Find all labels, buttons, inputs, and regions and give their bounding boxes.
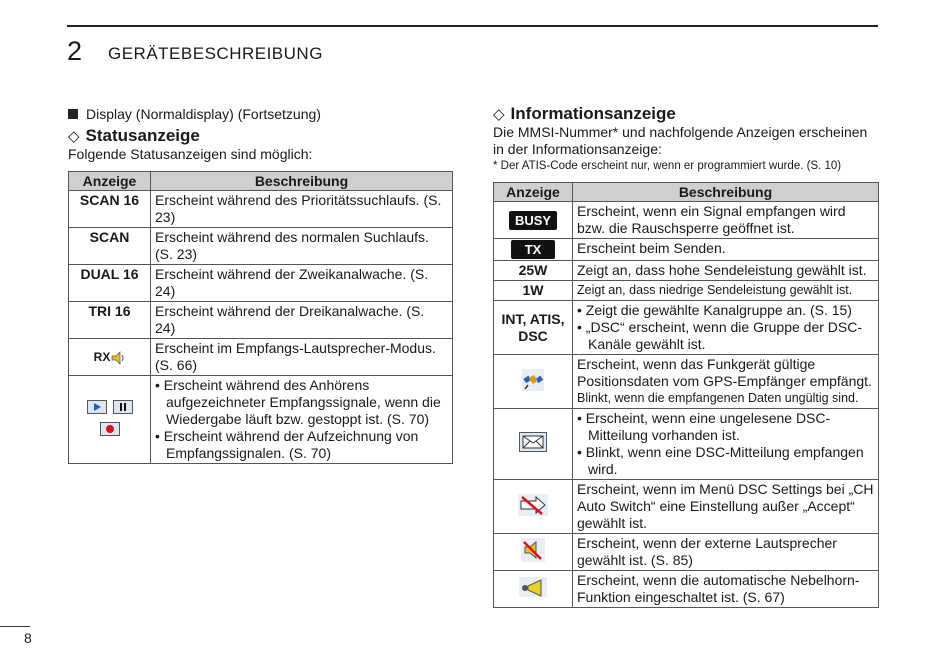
indicator-cell [494,534,573,571]
table-row [494,534,879,571]
description-cell [573,301,879,355]
table-row [69,191,453,228]
col-indicator: Anzeige [494,183,573,202]
description-cell: Erscheint, wenn die automatische Nebelhorn-Funktion eingeschaltet ist. (S. 67) [573,571,879,608]
envelope-icon [519,432,547,452]
description-cell [573,409,879,480]
table-row [69,265,453,302]
indicator-cell: 1W [494,281,573,301]
indicator-cell: 25W [494,261,573,281]
header-rule [67,25,878,27]
description-cell [151,376,453,464]
status-table [68,171,453,464]
table-row [69,376,453,464]
table-row [494,409,879,480]
list-item: • Erscheint während des Anhörens aufgezeichneter Empfangssignale, wenn die Wiedergabe läuft bzw. gestoppt ist. (S. 70) [155,377,441,427]
description-cell: Erscheint beim Senden. [573,239,879,261]
indicator-cell: TRI 16 [69,302,151,339]
chapter-number: 2 [67,36,83,66]
list-item: • Erscheint, wenn eine ungelesene DSC-Mitteilung vorhanden ist. [577,410,831,443]
description-cell: Erscheint, wenn ein Signal empfangen wird bzw. die Rauschsperre geöffnet ist. [573,202,879,239]
section-label: Display (Normaldisplay) (Fortsetzung) [68,106,453,122]
indicator-cell: SCAN [69,228,151,265]
list-item: • „DSC“ erscheint, wenn die Gruppe der DSC-Kanäle gewählt ist. [577,319,863,352]
diamond-icon: ◇ [493,106,505,123]
description-cell: Erscheint im Empfangs-Lautsprecher-Modus. (S. 66) [151,339,453,376]
table-header [69,172,453,191]
description-cell: Erscheint während der Zweikanalwache. (S. 24) [151,265,453,302]
description-cell: Zeigt an, dass hohe Sendeleistung gewählt ist. [573,261,879,281]
indicator-cell [494,480,573,534]
chapter-title: GERÄTEBESCHREIBUNG [108,44,323,63]
indicator-cell [69,339,151,376]
description-cell: Erscheint während des normalen Suchlaufs. (S. 23) [151,228,453,265]
play-icon [87,400,107,414]
info-note: * Der ATIS-Code erscheint nur, wenn er programmiert wurde. (S. 10) [493,160,842,172]
auto-switch-off-icon [518,494,548,516]
description-cell: Erscheint, wenn das Funkgerät gültige Positionsdaten vom GPS-Empfänger empfängt. Blinkt, wenn die empfangenen Daten ungültig sind. [573,355,879,409]
description-cell: Erscheint während des Prioritätssuchlaufs. (S. 23) [151,191,453,228]
footer-rule [0,626,30,627]
status-heading: ◇ Statusanzeige [68,126,200,145]
list-item: • Zeigt die gewählte Kanalgruppe an. (S. 15) [577,302,852,318]
table-row [494,571,879,608]
table-row [494,202,879,239]
diamond-icon: ◇ [68,128,80,145]
list-item: • Erscheint während der Aufzeichnung von Empfangssignalen. (S. 70) [155,428,419,461]
record-icon [100,422,120,436]
table-row [494,301,879,355]
info-table [493,182,879,608]
description-cell: Erscheint, wenn im Menü DSC Settings bei „CH Auto Switch“ eine Einstellung außer „Accept“ gewählt ist. [573,480,879,534]
indicator-cell [69,376,151,464]
info-intro: Die MMSI-Nummer* und nachfolgende Anzeigen erscheinen in der Informationsanzeige: [493,124,868,157]
col-indicator: Anzeige [69,172,151,191]
tx-badge: TX [511,240,556,259]
table-header [494,183,879,202]
table-row [494,480,879,534]
description-cell: Erscheint, wenn der externe Lautsprecher gewählt ist. (S. 85) [573,534,879,571]
table-row [69,339,453,376]
indicator-cell: SCAN 16 [69,191,151,228]
table-row [494,261,879,281]
indicator-cell [494,409,573,480]
page-number: 8 [24,630,32,646]
indicator-cell [494,202,573,239]
info-section [493,104,879,608]
indicator-cell [494,571,573,608]
speaker-muted-icon [521,538,545,562]
description-cell: Erscheint während der Dreikanalwache. (S. 24) [151,302,453,339]
table-row [69,228,453,265]
col-description: Beschreibung [151,172,453,191]
square-bullet-icon [68,109,78,119]
indicator-cell: DUAL 16 [69,265,151,302]
pause-icon [113,400,133,414]
indicator-cell [494,355,573,409]
table-row [494,281,879,301]
indicator-cell: INT, ATIS, DSC [494,301,573,355]
table-row [69,302,453,339]
info-heading: ◇ Informationsanzeige [493,104,676,123]
table-row [494,355,879,409]
foghorn-icon [519,577,547,597]
indicator-cell [494,239,573,261]
col-description: Beschreibung [573,183,879,202]
table-row [494,239,879,261]
status-section [68,104,453,464]
gps-satellite-icon [522,369,544,391]
list-item: • Blinkt, wenn eine DSC-Mitteilung empfangen wird. [577,444,864,477]
status-intro: Folgende Statusanzeigen sind möglich: [68,146,313,162]
rx-speaker-icon: RX [94,349,126,366]
description-cell: Zeigt an, dass niedrige Sendeleistung gewählt ist. [573,281,879,301]
busy-badge: BUSY [509,211,557,230]
